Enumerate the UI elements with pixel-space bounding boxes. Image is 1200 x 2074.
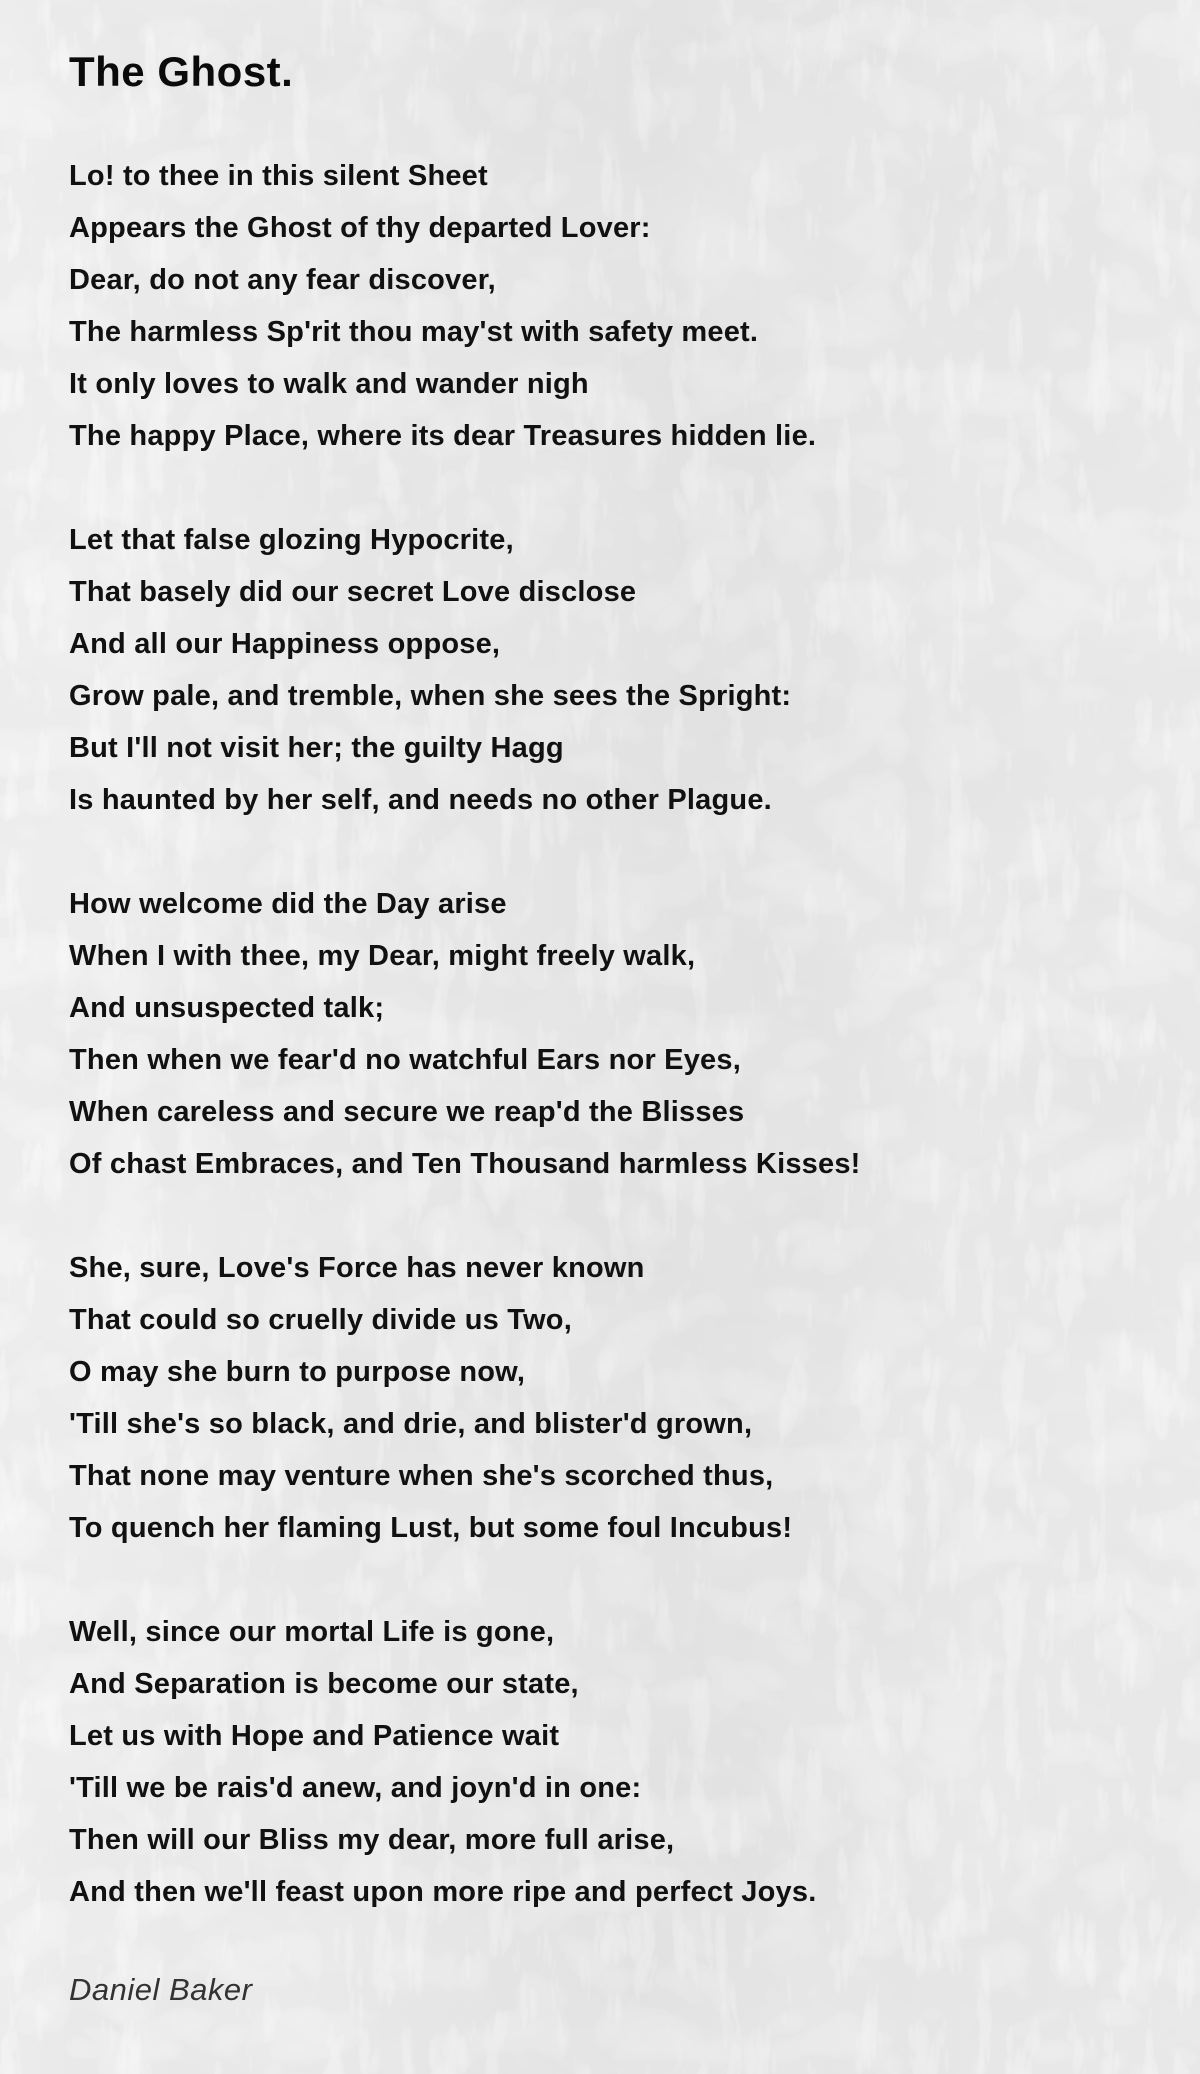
poem-line: The harmless Sp'rit thou may'st with safety meet.: [69, 316, 759, 348]
poem-line: 'Till we be rais'd anew, and joyn'd in one:: [69, 1772, 642, 1804]
poem-line: Then will our Bliss my dear, more full arise,: [69, 1824, 675, 1856]
stanza-1: [69, 150, 1160, 462]
stanza-2: [69, 514, 1160, 826]
poem-line: And unsuspected talk;: [69, 992, 385, 1024]
poem-line: And all our Happiness oppose,: [69, 628, 501, 660]
stanza-5: [69, 1606, 1160, 1918]
poem-line: Grow pale, and tremble, when she sees the Spright:: [69, 680, 792, 712]
poem-line: Then when we fear'd no watchful Ears nor Eyes,: [69, 1044, 741, 1076]
poem-line: She, sure, Love's Force has never known: [69, 1252, 645, 1284]
poem-line: That basely did our secret Love disclose: [69, 576, 637, 608]
poem-line: Lo! to thee in this silent Sheet: [69, 160, 488, 192]
poem-line: And Separation is become our state,: [69, 1668, 579, 1700]
poem-line: When I with thee, my Dear, might freely walk,: [69, 940, 696, 972]
poem-author-signature: Daniel Baker: [69, 1972, 253, 2007]
poem-line: Of chast Embraces, and Ten Thousand harmless Kisses!: [69, 1148, 861, 1180]
poem-line: Let that false glozing Hypocrite,: [69, 524, 514, 556]
poem-line: When careless and secure we reap'd the Blisses: [69, 1096, 745, 1128]
poem-line: That none may venture when she's scorched thus,: [69, 1460, 774, 1492]
poem-line: The happy Place, where its dear Treasures hidden lie.: [69, 420, 817, 452]
stanza-4: [69, 1242, 1160, 1554]
poem-line: Is haunted by her self, and needs no other Plague.: [69, 784, 772, 816]
poem-line: Let us with Hope and Patience wait: [69, 1720, 560, 1752]
stanza-3: [69, 878, 1160, 1190]
poem-line: 'Till she's so black, and drie, and blister'd grown,: [69, 1408, 753, 1440]
poem-line: Appears the Ghost of thy departed Lover:: [69, 212, 651, 244]
poem-line: To quench her flaming Lust, but some foul Incubus!: [69, 1512, 793, 1544]
poem-line: Well, since our mortal Life is gone,: [69, 1616, 555, 1648]
poem-title: The Ghost.: [69, 48, 294, 95]
poem-line: It only loves to walk and wander nigh: [69, 368, 589, 400]
poem-line: But I'll not visit her; the guilty Hagg: [69, 732, 564, 764]
poem-line: And then we'll feast upon more ripe and perfect Joys.: [69, 1876, 817, 1908]
poem-line: O may she burn to purpose now,: [69, 1356, 526, 1388]
poem-line: Dear, do not any fear discover,: [69, 264, 496, 296]
poem-line: How welcome did the Day arise: [69, 888, 507, 920]
poem-line: That could so cruelly divide us Two,: [69, 1304, 572, 1336]
